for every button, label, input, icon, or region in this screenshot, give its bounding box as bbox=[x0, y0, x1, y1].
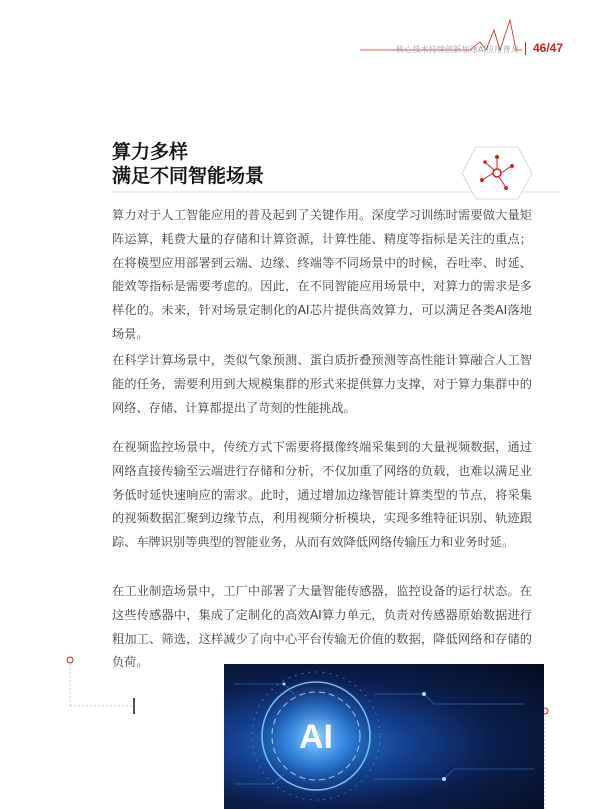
header-title: 核心技术持续创新加速AI应用普及 bbox=[395, 45, 519, 54]
ai-label: AI bbox=[299, 718, 333, 756]
section-title-line-2: 满足不同智能场景 bbox=[112, 165, 265, 187]
paragraph-intro: 算力对于人工智能应用的普及起到了关键作用。深度学习训练时需要做大量矩阵运算，耗费大量的存储和计算资源，计算性能、精度等指标是关注的重点；在将模型应用部署到云端、边缘、终端等不同场景中的时候，吞吐率、时延、能效等指标是需要考虑的。因此，在不同智能应用场景中，对算力的需求是多样化的。未来，针对场景定制化的AI芯片提供高效算力，可以满足各类AI落地场景。 bbox=[112, 208, 532, 341]
ai-chip-illustration bbox=[224, 664, 544, 809]
paragraph-industrial-manufacturing: 在工业制造场景中，工厂中部署了大量智能传感器，监控设备的运行状态。在这些传感器中，集成了定制化的高效AI算力单元，负责对传感器原始数据进行粗加工、筛选，这样减少了向中心平台传输无价值的数据，降低网络和存储的负荷。 bbox=[112, 584, 532, 670]
page-number: 46/47 bbox=[533, 41, 564, 55]
paragraph-scientific-computing: 在科学计算场景中，类似气象预测、蛋白质折叠预测等高性能计算融合人工智能的任务，需要利用到大规模集群的形式来提供算力支撑，对于算力集群中的网络、存储、计算都提出了苛刻的性能挑战。 bbox=[112, 353, 532, 415]
ai-illustration-graphic bbox=[224, 664, 544, 809]
section-title-line-1: 算力多样 bbox=[112, 141, 189, 163]
paragraph-video-surveillance: 在视频监控场景中，传统方式下需要将摄像终端采集到的大量视频数据，通过网络直接传输至云端进行存储和分析，不仅加重了网络的负载，也难以满足业务低时延快速响应的需求。此时，通过增加边缘智能计算类型的节点，将采集的视频数据汇聚到边缘节点，利用视频分析模块，实现多维特征识别、轨迹跟踪、车牌识别等典型的智能业务，从而有效降低网络传输压力和业务时延。 bbox=[112, 440, 532, 550]
